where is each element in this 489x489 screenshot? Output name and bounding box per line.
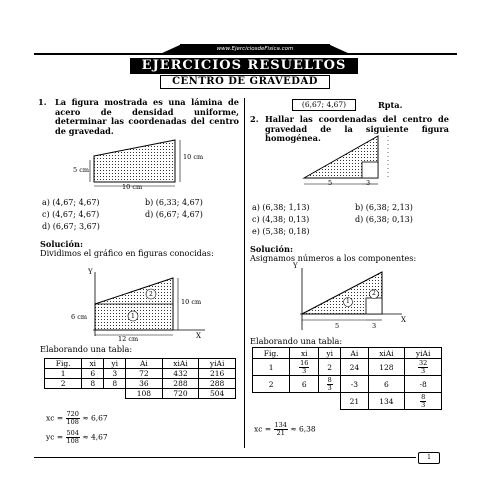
fraction <box>327 377 333 392</box>
table-cell <box>104 389 126 399</box>
table-cell: 36 <box>126 379 162 389</box>
footer-rule <box>34 457 416 458</box>
denominator: 3 <box>302 366 307 375</box>
yc-denominator: 108 <box>66 437 79 445</box>
solution2-figure <box>290 264 410 334</box>
table-cell <box>82 389 104 399</box>
table-cell: 3 <box>104 369 126 379</box>
table-cell: 72 <box>126 369 162 379</box>
table-header: yiAi <box>405 348 442 359</box>
table-header-row <box>253 348 442 359</box>
table-cell <box>290 359 319 376</box>
page-number: 1 <box>418 452 440 464</box>
answer-label: Rpta. <box>378 100 403 110</box>
part-1-number: 1 <box>131 313 135 320</box>
part-2-number: 2 <box>149 291 153 298</box>
header-rule <box>34 53 457 55</box>
sfig2-width-2: 3 <box>372 322 377 330</box>
page-subtitle: CENTRO DE GRAVEDAD <box>160 75 330 89</box>
table-cell: 128 <box>368 359 405 376</box>
table-cell: 1 <box>45 369 82 379</box>
table-cell: 134 <box>368 393 405 410</box>
lamina-shape <box>94 140 175 182</box>
table-cell: 504 <box>199 389 236 399</box>
option-e: d) (6,67; 3,67) <box>42 222 100 231</box>
problem1-number: 1. <box>38 97 47 107</box>
problem2-number: 2. <box>250 114 259 124</box>
fig2-width-1: 5 <box>328 179 333 187</box>
xc-numerator: 134 <box>274 421 287 429</box>
axis-y-label: Y <box>88 268 93 276</box>
table-cell <box>405 393 442 410</box>
table-cell: 6 <box>82 369 104 379</box>
yc-result: ≈ 4,67 <box>82 432 108 442</box>
table-cell: 216 <box>199 369 236 379</box>
table-header: xiAi <box>368 348 405 359</box>
sfig1-width: 12 cm <box>118 335 139 343</box>
table-cell: 2 <box>319 359 341 376</box>
numerator: 32 <box>418 358 428 367</box>
page-title: EJERCICIOS RESUELTOS <box>130 58 358 74</box>
numerator: 16 <box>300 358 309 367</box>
table-header: xiAi <box>162 359 199 369</box>
table-cell: -8 <box>405 376 442 393</box>
solution1-text: Dividimos el gráfico en figuras conocidas: <box>40 248 214 258</box>
solution2-text: Asignamos números a los componentes: <box>250 253 417 263</box>
table1-label: Elaborando una tabla: <box>40 344 133 354</box>
xc-denominator: 108 <box>66 418 79 426</box>
axis-x-label: X <box>196 332 201 340</box>
part-2-number: 2 <box>372 290 376 297</box>
table-cell: -3 <box>341 376 368 393</box>
table-row <box>45 369 236 379</box>
table-row <box>253 359 442 376</box>
option-a: a) (4,67; 4,67) <box>42 198 100 207</box>
xc-lhs: xc = <box>254 424 272 434</box>
column-divider <box>244 98 245 448</box>
sfig1-left-height: 6 cm <box>71 313 88 321</box>
denominator: 3 <box>421 366 426 375</box>
fig1-right-height: 10 cm <box>183 153 204 161</box>
table-cell: 432 <box>162 369 199 379</box>
fig2-width-2: 3 <box>366 179 371 187</box>
problem2-figure <box>300 132 410 192</box>
option-d: d) (6,38; 0,13) <box>355 215 413 224</box>
option-d: d) (6,67; 4,67) <box>145 210 203 219</box>
table-row <box>253 376 442 393</box>
table2-label: Elaborando una tabla: <box>250 336 343 346</box>
xc-formula <box>46 411 108 426</box>
denominator: 3 <box>421 400 426 409</box>
xc-denominator: 21 <box>276 429 285 437</box>
table-header-row <box>45 359 236 369</box>
xc2-formula <box>254 422 316 437</box>
xc-result: ≈ 6,38 <box>290 424 316 434</box>
table-header: Ai <box>126 359 162 369</box>
table-cell: 2 <box>45 379 82 389</box>
table-cell: 2 <box>253 376 290 393</box>
part-1-number: 1 <box>346 298 350 305</box>
yc-formula <box>46 430 108 445</box>
table-row <box>45 379 236 389</box>
fig1-width: 10 cm <box>122 183 143 191</box>
table-cell: 288 <box>199 379 236 389</box>
table-cell: 6 <box>290 376 319 393</box>
table-header: yi <box>319 348 341 359</box>
fraction <box>420 394 426 409</box>
option-a: a) (6,38; 1,13) <box>252 203 310 212</box>
yc-lhs: yc = <box>46 432 64 442</box>
answer-box: (6,67; 4,67) <box>292 99 356 111</box>
table-cell <box>45 389 82 399</box>
cutout-square <box>366 298 382 314</box>
numerator: 8 <box>421 392 426 401</box>
yc-numerator: 504 <box>66 429 79 437</box>
table-cell <box>319 376 341 393</box>
denominator: 3 <box>327 383 332 392</box>
table-header: Fig. <box>45 359 82 369</box>
table-header: Fig. <box>253 348 290 359</box>
site-url: www.EjerciciosdeFisica.com <box>180 44 330 54</box>
solution2-label: Solución: <box>250 244 293 254</box>
axis-y-label: Y <box>293 262 298 270</box>
table-header: Ai <box>341 348 368 359</box>
option-b: b) (6,33; 4,67) <box>145 198 203 207</box>
table2 <box>252 347 442 410</box>
sfig1-right-height: 10 cm <box>181 298 202 306</box>
table-header: xi <box>290 348 319 359</box>
numerator: 8 <box>327 375 332 384</box>
option-c: c) (4,67; 4,67) <box>42 210 100 219</box>
option-b: b) (6,38; 2,13) <box>355 203 413 212</box>
table-cell: 720 <box>162 389 199 399</box>
table-cell: 6 <box>368 376 405 393</box>
fig1-left-height: 5 cm <box>73 166 90 174</box>
axis-x-label: X <box>401 316 406 324</box>
xc-fraction <box>66 411 80 426</box>
table-cell: 8 <box>104 379 126 389</box>
solution1-label: Solución: <box>40 239 83 249</box>
table-cell: 1 <box>253 359 290 376</box>
table-cell: 108 <box>126 389 162 399</box>
xc-result: ≈ 6,67 <box>82 413 108 423</box>
yc-fraction <box>66 430 80 445</box>
table-total-row <box>253 393 442 410</box>
cutout-square <box>362 162 378 178</box>
table-total-row <box>45 389 236 399</box>
table-header: xi <box>82 359 104 369</box>
xc-fraction <box>274 422 288 437</box>
xc-lhs: xc = <box>46 413 64 423</box>
table-cell <box>319 393 341 410</box>
option-e: e) (5,38; 0,18) <box>252 227 310 236</box>
table-cell <box>290 393 319 410</box>
fraction <box>418 360 428 375</box>
table-cell: 8 <box>82 379 104 389</box>
xc-numerator: 720 <box>66 410 79 418</box>
option-c: c) (4,38; 0,13) <box>252 215 310 224</box>
problem1-text: La figura mostrada es una lámina de acero de densidad uniforme, determinar las coordenadas del centro de gravedad. <box>55 97 239 136</box>
table-cell <box>253 393 290 410</box>
table-cell: 288 <box>162 379 199 389</box>
table-cell: 24 <box>341 359 368 376</box>
table-header: yiAi <box>199 359 236 369</box>
table-header: yi <box>104 359 126 369</box>
table-cell: 21 <box>341 393 368 410</box>
sfig2-width-1: 5 <box>335 322 340 330</box>
fraction <box>299 360 309 375</box>
table-cell <box>405 359 442 376</box>
problem2-text: Hallar las coordenadas del centro de gravedad de la siguiente figura homogénea. <box>265 114 449 144</box>
table1 <box>44 358 236 399</box>
